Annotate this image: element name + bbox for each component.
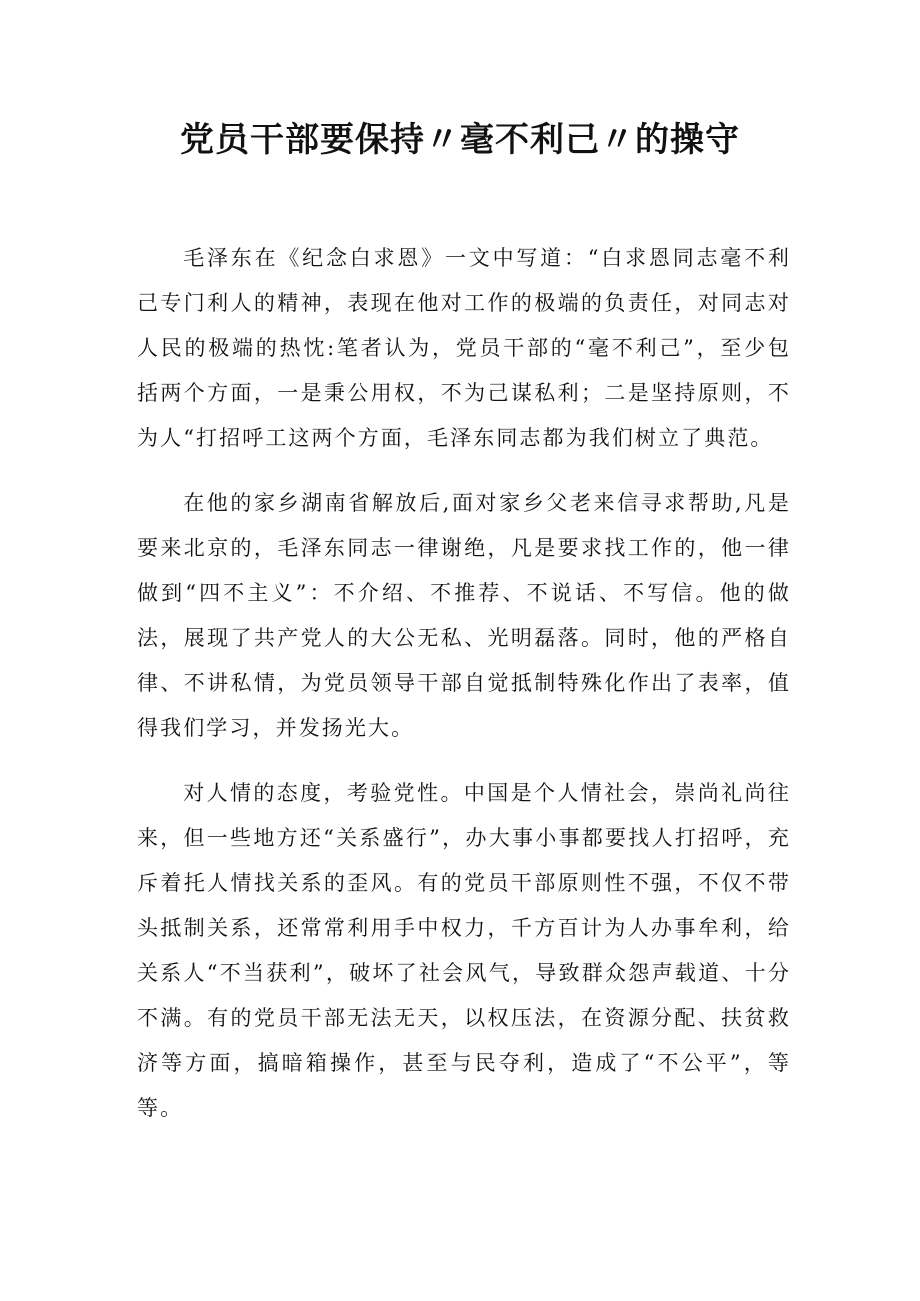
- paragraph-2: 在他的家乡湖南省解放后,面对家乡父老来信寻求帮助,凡是要来北京的，毛泽东同志一律谢绝，凡是要求找工作的，他一律做到“四不主义”：不介绍、不推荐、不说话、不写信。他的做法，展现了共产党人的大公无私、光明磊落。同时，他的严格自律、不讲私情，为党员领导干部自觉抵制特殊化作出了表率，值得我们学习，并发扬光大。: [137, 491, 791, 740]
- paragraph-3: 对人情的态度，考验党性。中国是个人情社会，崇尚礼尚往来，但一些地方还“关系盛行”，办大事小事都要找人打招呼，充斥着托人情找关系的歪风。有的党员干部原则性不强，不仅不带头抵制关系，还常常利用手中权力，千方百计为人办事牟利，给关系人“不当获利”，破坏了社会风气，导致群众怨声载道、十分不满。有的党员干部无法无天，以权压法，在资源分配、扶贫救济等方面，搞暗箱操作，甚至与民夺利，造成了“不公平”，等等。: [137, 781, 791, 1120]
- document-body: [137, 236, 791, 1151]
- document-title: 党员干部要保持〃毫不利己〃的操守: [180, 120, 740, 160]
- paragraph-1: 毛泽东在《纪念白求恩》一文中写道：“白求恩同志毫不利己专门利人的精神，表现在他对工作的极端的负责任，对同志对人民的极端的热忱:笔者认为，党员干部的“毫不利己”，至少包括两个方面，一是秉公用权，不为己谋私利；二是坚持原则，不为人“打招呼工这两个方面，毛泽东同志都为我们树立了典范。: [137, 246, 791, 450]
